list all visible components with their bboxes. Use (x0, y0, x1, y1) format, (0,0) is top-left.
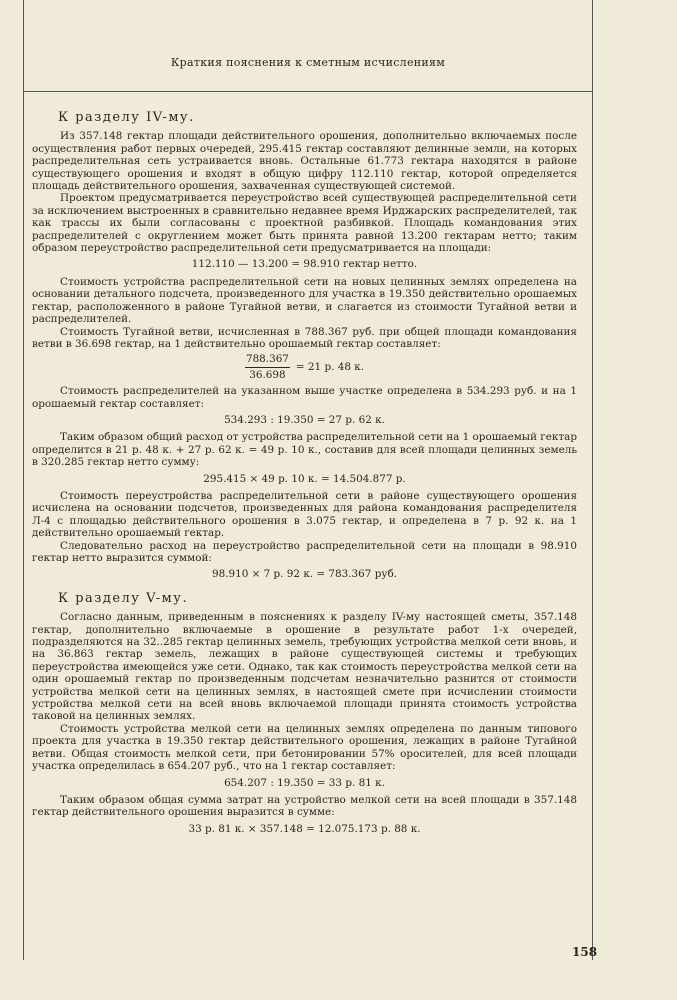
formula-branch-cost-per-hectare (32, 353, 577, 381)
header-underline (23, 91, 593, 92)
section-iv-title: К разделу IV-му. (58, 110, 195, 125)
formula-net-area: 112.110 — 13.200 = 98.910 гектар нетто. (191, 258, 418, 271)
section-iv-paragraph-5: Стоимость распределителей на указанном выше участке определена в 534.293 руб. и на 1 орошаемый гектар составляет: (32, 385, 577, 410)
formula-reconstruction-total: 98.910 × 7 р. 92 к. = 783.367 руб. (211, 568, 398, 581)
formula-small-network-per-hectare: 654.207 : 19.350 = 33 р. 81 к. (224, 776, 385, 789)
section-v-paragraph-3: Таким образом общая сумма затрат на устройство мелкой сети на всей площади в 357.148 гектар действительного орошения выразится в сумме: (32, 793, 577, 819)
running-header: Краткия пояснения к сметным исчислениям (170, 56, 446, 69)
section-iv-paragraph-1: Из 357.148 гектар площади действительного орошения, дополнительно включаемых после осуществления работ первых очередей, 295.415 гектар составляют делинные земли, на которых распределительная сеть устраивается вновь. Остальные 61.773 гектара находятся в районе существующего орошения и входят в общую цифру 112.110 гектар, которой определяется площадь действительного орошения, захваченная существующей системой. (32, 130, 577, 193)
section-v-title: К разделу V-му. (58, 590, 189, 606)
formula-distributor-cost: 534.293 : 19.350 = 27 р. 62 к. (224, 413, 385, 426)
fraction (245, 353, 290, 381)
section-v-paragraph-2: Стоимость устройства мелкой сети на целинных землях определена по данным типового проекта для участка в 19.350 гектар действительного орошения, лежащих в районе Тугайной ветви. Общая стоимость мелкой сети, при бетонировании 57% оросителей, для всей площади участка определилась в 654.207 руб., что на 1 гектар составляет: (32, 722, 577, 773)
fraction-result: = 21 р. 48 к. (295, 361, 365, 374)
section-v-paragraph-1: Согласно данным, приведенным в пояснениях к разделу IV-му настоящей сметы, 357.148 гектар, дополнительно включаемые в орошение в результате работ 1-х очередей, подразделяются на 32..285 гектар целинных земель, требующих устройства мелкой сети вновь, и на 36.863 гектар земель, лежащих в районе существующей системы и требующих переустройства имеющейся уже сети. Однако, так как стоимость переустройства мелкой сети на один орошаемый гектар по произведенным подсчетам незначительно разнится от стоимости устройства мелкой сети на целинных землях, в настоящей смете при исчислении стоимости устройства мелкой сети на всей вновь включаемой площади принята стоимость устройства таковой на целинных землях. (32, 611, 577, 723)
page-number: 158 (572, 945, 598, 959)
section-iv-paragraph-6: Таким образом общий расход от устройства распределительной сети на 1 орошаемый гектар определится в 21 р. 48 к. + 27 р. 62 к. = 49 р. 10 к., составив для всей площади целинных земель в 320.285 гектар нетто сумму: (32, 431, 577, 469)
formula-virgin-land-total: 295.415 × 49 р. 10 к. = 14.504.877 р. (203, 472, 406, 485)
page-body (32, 112, 577, 840)
frame-right-rule (592, 0, 593, 960)
formula-small-network-total: 33 р. 81 к. × 357.148 = 12.075.173 р. 88 к. (188, 822, 421, 835)
section-iv-paragraph-2: Проектом предусматривается переустройство всей существующей распределительной сети за исключением выстроенных в сравнительно недавнее время Ирджарских распределителей, так как трассы их были согласованы с проектной разбивкой. Площадь командования этих распределителей с округлением может быть принята равной 13.200 гектарам нетто; таким образом переустройство распределительной сети предусматривается на площади: (32, 192, 577, 255)
section-iv-paragraph-4: Стоимость Тугайной ветви, исчисленная в 788.367 руб. при общей площади командования ветви в 36.698 гектар, на 1 действительно орошаемый гектар составляет: (32, 325, 577, 350)
fraction-numerator: 788.367 (245, 353, 290, 367)
fraction-denominator: 36.698 (249, 368, 286, 381)
frame-left-rule (23, 0, 24, 960)
section-iv-paragraph-7: Стоимость переустройства распределительной сети в районе существующего орошения исчислена на основании подсчетов, произведенных для района командования распределителя Л-4 с площадью действительного орошения в 3.075 гектар, и определена в 7 р. 92 к. на 1 действительно орошаемый гектар. (32, 489, 577, 540)
section-iv-paragraph-3: Стоимость устройства распределительной сети на новых целинных землях определена на основании детального подсчета, произведенного для участка в 19.350 действительно орошаемых гектар, расположенного в районе Тугайной ветви, и слагается из стоимости Тугайной ветви и распределителей. (32, 275, 577, 326)
section-iv-paragraph-8: Следовательно расход на переустройство распределительной сети на площади в 98.910 гектар нетто выразится суммой: (32, 539, 577, 564)
